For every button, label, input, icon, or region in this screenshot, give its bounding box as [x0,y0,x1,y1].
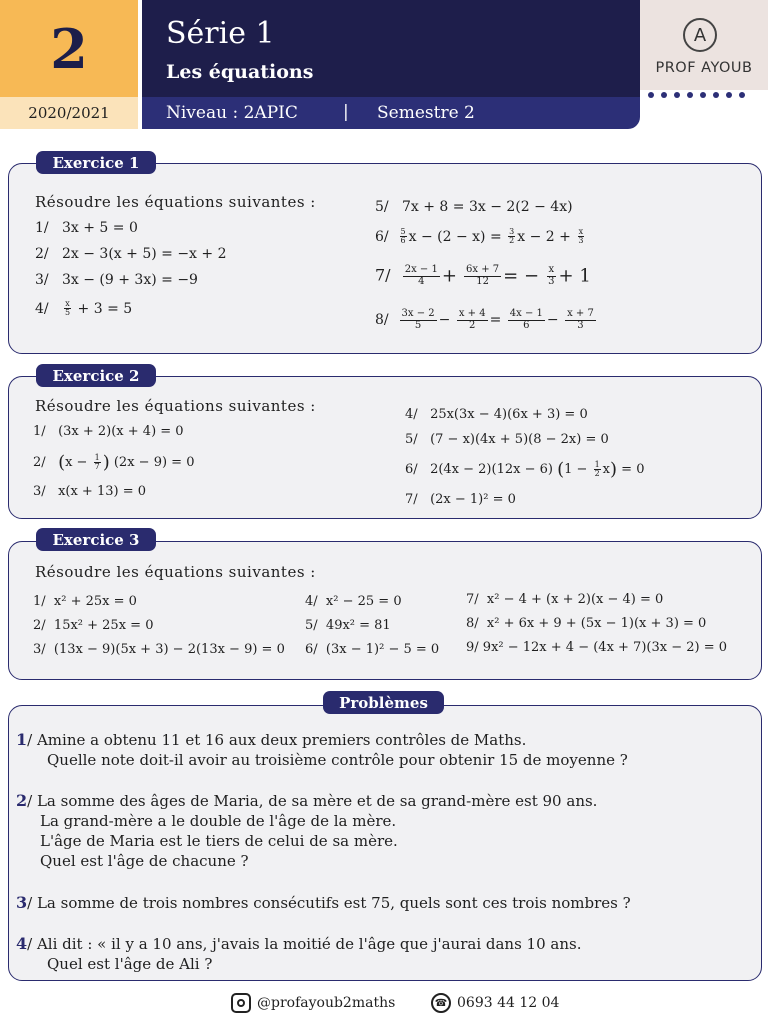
probleme-2: 2/ La somme des âges de Maria, de sa mère et de sa grand-mère est 90 ans. [16,791,598,810]
probleme-4-line-2: Quel est l'âge de Ali ? [47,955,213,973]
ex1-item-5: 5/ 7x + 8 = 3x − 2(2 − 4x) [375,199,573,215]
semester-label: Semestre 2 [377,103,475,123]
probleme-3: 3/ La somme de trois nombres consécutifs est 75, quels sont ces trois nombres ? [16,893,631,912]
ex1-item-3: 3/ 3x − (9 + 3x) = −9 [35,272,198,288]
page-subtitle: Les équations [166,61,314,83]
ex3-item-3: 3/ (13x − 9)(5x + 3) − 2(13x − 9) = 0 [33,642,285,657]
instagram-handle: @profayoub2maths [257,995,396,1011]
ex1-item-7: 7/ $\frac{2x - 1}{4}$ + $\frac{6x + 7}{12}$ = − $\frac{x}{3}$ + 1 [375,264,591,287]
probleme-2-line-3: L'âge de Maria est le tiers de celui de sa mère. [40,832,398,850]
footer-instagram [231,993,395,1013]
footer-phone [431,993,559,1013]
exercice2-tag: Exercice 2 [36,364,156,387]
exercice3-box [8,541,762,680]
phone-number: 0693 44 12 04 [457,995,560,1011]
ex1-item-8: 8/ $\frac{3x - 2}{5}$ − $\frac{x + 4}{2}$ = $\frac{4x - 1}{6}$ − $\frac{x + 7}{3}$ [375,308,594,331]
ex1-item-6: 6/ $\frac{5}{6}$ x − (2 − x) = $\frac{3}{2}$ x − 2 + $\frac{x}{3}$ [375,227,584,246]
probleme-2-line-2: La grand-mère a le double de l'âge de la mère. [40,812,397,830]
whatsapp-icon: ☎ [431,993,451,1013]
exercice1-tag: Exercice 1 [36,151,156,174]
ex2-item-7: 7/ (2x − 1)² = 0 [405,492,516,507]
ex2-item-4: 4/ 25x(3x − 4)(6x + 3) = 0 [405,407,588,422]
header-separator: | [343,102,349,122]
level-label: Niveau : 2APIC [166,103,298,123]
logo-letter: A [693,24,707,46]
ex3-item-2: 2/ 15x² + 25x = 0 [33,618,154,633]
probleme-1-line-2: Quelle note doit-il avoir au troisième contrôle pour obtenir 15 de moyenne ? [47,751,628,769]
ex3-item-7: 7/ x² − 4 + (x + 2)(x − 4) = 0 [466,592,664,607]
exercice3-intro: Résoudre les équations suivantes : [35,563,316,581]
ex3-item-4: 4/ x² − 25 = 0 [305,594,402,609]
exercice1-intro: Résoudre les équations suivantes : [35,193,316,211]
ex2-item-6: 6/ 2(4x − 2)(12x − 6) (1 − $\frac{1}{2}$ x) = 0 [405,459,645,480]
ex3-item-5: 5/ 49x² = 81 [305,618,391,633]
exercice3-tag: Exercice 3 [36,528,156,551]
decorative-dots [648,92,745,98]
ex3-item-6: 6/ (3x − 1)² − 5 = 0 [305,642,440,657]
probleme-1: 1/ Amine a obtenu 11 et 16 aux deux premiers contrôles de Maths. [16,730,527,749]
instagram-icon [231,993,251,1013]
ex3-item-9: 9/ 9x² − 12x + 4 − (4x + 7)(3x − 2) = 0 [466,640,728,655]
ex1-item-4: 4/ $\frac{x}{5}$ + 3 = 5 [35,299,133,318]
ex3-item-8: 8/ x² + 6x + 9 + (5x − 1)(x + 3) = 0 [466,616,707,631]
ex2-item-2: 2/ (x − $\frac{1}{7}$ ) (2x − 9) = 0 [33,452,195,473]
probleme-4: 4/ Ali dit : « il y a 10 ans, j'avais la moitié de l'âge que j'aurai dans 10 ans. [16,934,582,953]
logo-text: PROF AYOUB [655,60,753,76]
ex1-item-1: 1/ 3x + 5 = 0 [35,220,138,236]
ex1-item-2: 2/ 2x − 3(x + 5) = −x + 2 [35,246,227,262]
exercice2-intro: Résoudre les équations suivantes : [35,397,316,415]
ex2-item-3: 3/ x(x + 13) = 0 [33,484,146,499]
ex3-item-1: 1/ x² + 25x = 0 [33,594,137,609]
logo-icon [683,18,717,52]
page-title: Série 1 [166,16,275,51]
series-number: 2 [0,0,138,97]
school-year: 2020/2021 [0,97,138,129]
ex2-item-5: 5/ (7 − x)(4x + 5)(8 − 2x) = 0 [405,432,609,447]
probleme-2-line-4: Quel est l'âge de chacune ? [40,852,249,870]
problemes-tag: Problèmes [323,691,444,714]
ex2-item-1: 1/ (3x + 2)(x + 4) = 0 [33,424,184,439]
